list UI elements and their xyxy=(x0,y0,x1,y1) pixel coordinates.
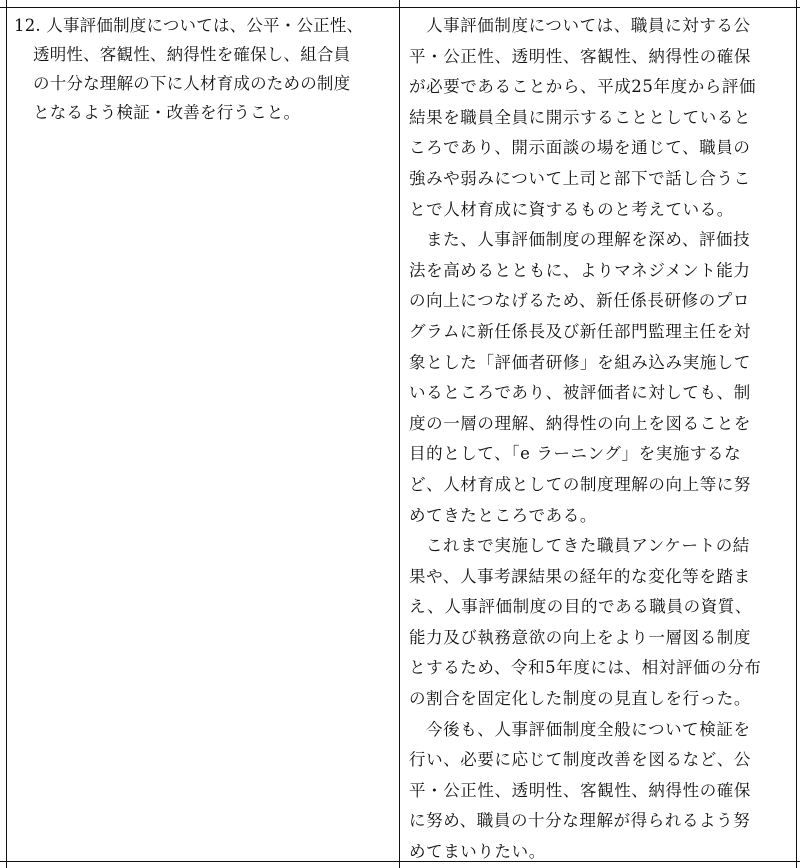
response-line: ころであり、開示面談の場を通じて、職員の xyxy=(409,138,751,158)
response-line: めてまいりたい。 xyxy=(409,842,546,862)
response-line: これまで実施してきた職員アンケートの結 xyxy=(426,536,750,556)
request-line: 透明性、客観性、納得性を確保し、組合員 xyxy=(33,45,351,64)
response-line: の向上につなげるため、新任係長研修のプロ xyxy=(409,291,751,311)
response-line: いるところであり、被評価者に対しても、制 xyxy=(409,383,751,403)
response-line: 目的として、「e ラーニング」を実施するな xyxy=(409,444,742,464)
response-line: 結果を職員全員に開示することとしていると xyxy=(409,107,751,127)
response-line: 今後も、人事評価制度全般について検証を xyxy=(426,719,751,739)
response-line: 度の一層の理解、納得性の向上を図ることを xyxy=(409,413,751,433)
response-line: 人事評価制度については、職員に対する公 xyxy=(426,16,751,35)
response-line: 法を高めるとともに、よりマネジメント能力 xyxy=(409,260,751,280)
request-line: となるよう検証・改善を行うこと。 xyxy=(33,103,301,122)
response-line: が必要であることから、平成25年度から評価 xyxy=(409,77,757,97)
response-line: 能力及び執務意欲の向上をより一層図る制度 xyxy=(409,627,751,647)
request-line: 12. 人事評価制度については、公平・公正性、 xyxy=(14,16,364,35)
table-column-divider xyxy=(399,0,400,868)
request-line: の十分な理解の下に人材育成のための制度 xyxy=(33,74,351,93)
response-line: とするため、令和5年度には、相対評価の分布 xyxy=(409,658,762,678)
response-line: 平・公正性、透明性、客観性、納得性の確保 xyxy=(409,46,751,66)
response-line: ど、人材育成としての制度理解の向上等に努 xyxy=(409,474,751,494)
response-line: 象とした「評価者研修」を組み込み実施して xyxy=(409,352,751,372)
table-border-right xyxy=(796,0,797,868)
request-cell xyxy=(14,11,392,127)
response-line: めてきたところである。 xyxy=(409,505,597,525)
response-line: 平・公正性、透明性、客観性、納得性の確保 xyxy=(409,780,751,800)
response-line: に努め、職員の十分な理解が得られるよう努 xyxy=(409,811,751,831)
response-cell xyxy=(409,11,791,868)
table-border-top xyxy=(0,7,800,8)
response-line: とで人材育成に資するものと考えている。 xyxy=(409,199,734,219)
table-border-left xyxy=(6,0,7,868)
response-line: の割合を固定化した制度の見直しを行った。 xyxy=(409,689,751,709)
response-line: 行い、必要に応じて制度改善を図るなど、公 xyxy=(409,750,751,770)
response-line: グラムに新任係長及び新任部門監理主任を対 xyxy=(409,321,751,341)
response-line: え、人事評価制度の目的である職員の資質、 xyxy=(409,597,752,617)
response-line: 果や、人事考課結果の経年的な変化等を踏ま xyxy=(409,566,751,586)
response-line: また、人事評価制度の理解を深め、評価技 xyxy=(426,230,751,250)
response-line: 強みや弱みについて上司と部下で話し合うこ xyxy=(409,168,751,188)
